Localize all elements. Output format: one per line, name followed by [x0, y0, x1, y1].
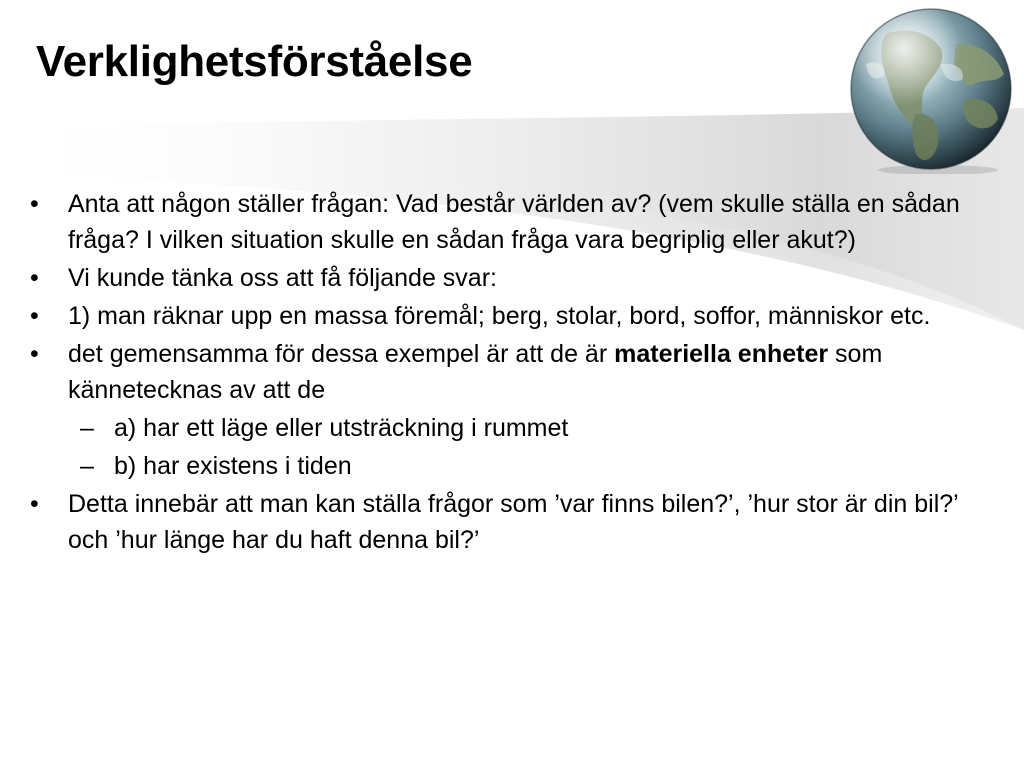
- bullet-text: Detta innebär att man kan ställa frågor som ’var finns bilen?’, ’hur stor är din bil?’ och ’hur länge har du haft denna bil?’: [68, 490, 958, 554]
- bullet-item: [30, 298, 970, 334]
- bullet-text: Anta att någon ställer frågan: Vad består världen av? (vem skulle ställa en sådan fråga? I vilken situation skulle en sådan fråga vara begriplig eller akut?): [68, 190, 960, 254]
- bullet-text: det gemensamma för dessa exempel är att de är: [68, 340, 615, 368]
- bullet-item: [30, 486, 970, 558]
- bullet-item: [30, 260, 970, 296]
- bullet-item: [30, 336, 970, 408]
- bullet-list: [30, 186, 970, 560]
- sub-bullet-text: b) har existens i tiden: [114, 452, 352, 480]
- sub-bullet-item: [30, 448, 970, 484]
- bullet-text: 1) man räknar upp en massa föremål; berg, stolar, bord, soffor, människor etc.: [68, 302, 931, 330]
- bullet-bold-text: materiella enheter: [614, 340, 829, 368]
- bullet-text: som kännetecknas av att de: [68, 340, 883, 404]
- slide-title: Verklighetsförståelse: [36, 37, 473, 86]
- earth-globe-icon: [846, 4, 1016, 174]
- bullet-item: [30, 186, 970, 258]
- bullet-text: Vi kunde tänka oss att få följande svar:: [68, 264, 497, 292]
- sub-bullet-text: a) har ett läge eller utsträckning i rummet: [114, 414, 569, 442]
- sub-bullet-item: [30, 410, 970, 446]
